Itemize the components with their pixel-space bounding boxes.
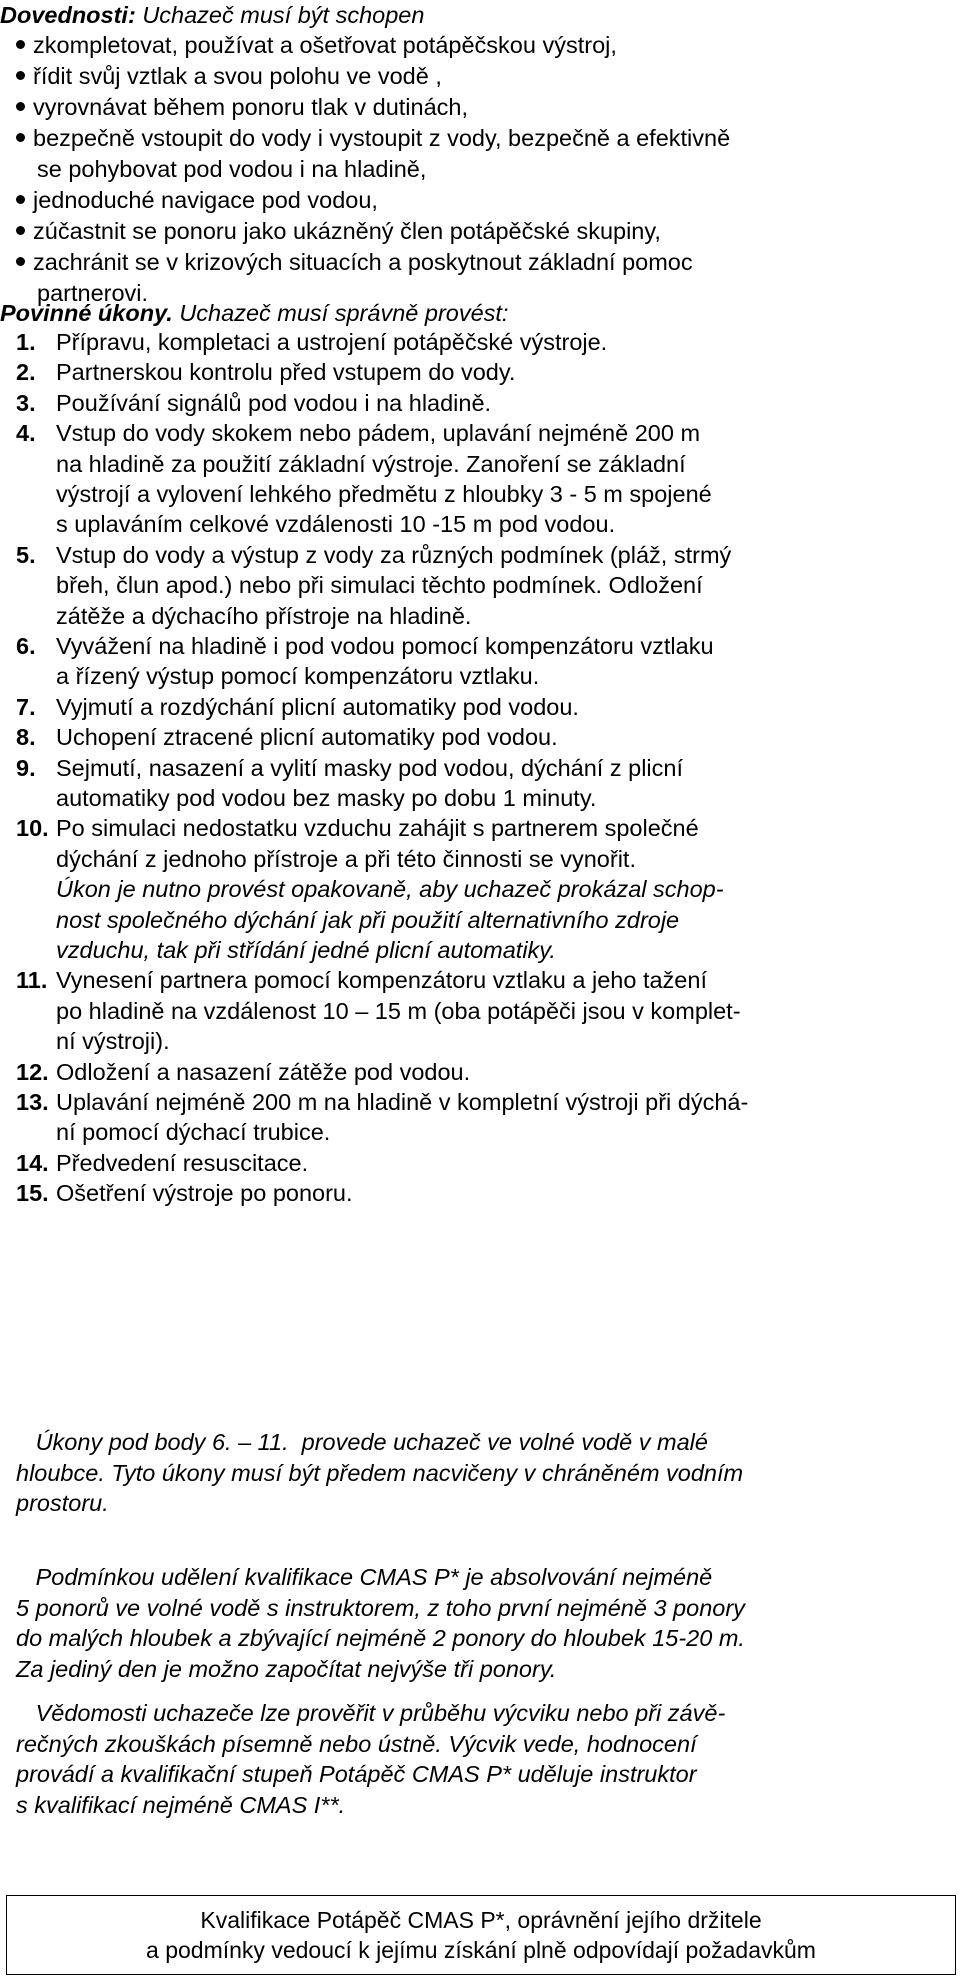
note-line: Úkony pod body 6. – 11. provede uchazeč ve volné vodě v malé — [16, 1429, 708, 1455]
bullet-icon — [16, 257, 25, 266]
note-line: hloubce. Tyto úkony musí být předem nacvičeny v chráněném vodním — [16, 1459, 744, 1486]
task-text: břeh, člun apod.) nebo při simulaci těchto podmínek. Odložení — [56, 572, 703, 599]
task-text: ní výstroji). — [56, 1028, 170, 1055]
task-text: Po simulaci nedostatku vzduchu zahájit s partnerem společné — [56, 815, 699, 842]
task-text: ní pomocí dýchací trubice. — [56, 1119, 331, 1146]
bullet-icon — [16, 71, 25, 80]
task-number: 2. — [16, 359, 36, 386]
task-number: 3. — [16, 389, 36, 416]
note-line: do malých hloubek a zbývající nejméně 2 ponory do hloubek 15-20 m. — [16, 1625, 745, 1651]
task-text: Vstup do vody skokem nebo pádem, uplavání nejméně 200 m — [56, 420, 701, 447]
note-line: Za jediný den je možno započítat nejvýše tři ponory. — [16, 1655, 557, 1682]
bullet-icon — [16, 226, 25, 235]
task-text: výstrojí a vylovení lehkého předmětu z hloubky 3 - 5 m spojené — [56, 481, 712, 507]
bullet-icon — [16, 133, 25, 142]
skill-text: se pohybovat pod vodou i na hladině, — [37, 156, 427, 182]
skill-text: zkompletovat, používat a ošetřovat potápěčskou výstroj, — [33, 32, 617, 58]
skill-text: partnerovi. — [37, 280, 149, 306]
note-line: 5 ponorů ve volné vodě s instruktorem, z toho první nejméně 3 ponory — [16, 1594, 745, 1621]
task-text: Sejmutí, nasazení a vylití masky pod vodou, dýchání z plicní — [56, 754, 683, 781]
skill-item — [16, 61, 442, 91]
skill-text: zúčastnit se ponoru jako ukázněný člen potápěčské skupiny, — [33, 218, 661, 244]
task-text: zátěže a dýchacího přístroje na hladině. — [56, 602, 472, 629]
task-text: Ošetření výstroje po ponoru. — [56, 1180, 353, 1207]
task-text: vzduchu, tak při střídání jedné plicní automatiky. — [56, 937, 556, 963]
task-number: 13. — [16, 1089, 49, 1115]
task-text: po hladině na vzdálenost 10 – 15 m (oba potápěči jsou v komplet- — [56, 997, 741, 1024]
note-line: s kvalifikací nejméně CMAS I**. — [16, 1791, 346, 1818]
skill-text: vyrovnávat během ponoru tlak v dutinách, — [33, 94, 469, 120]
task-number: 10. — [16, 815, 49, 842]
task-text: nost společného dýchání jak při použití alternativního zdroje — [56, 906, 680, 933]
task-text: Odložení a nasazení zátěže pod vodou. — [56, 1058, 471, 1085]
skills-heading: Dovednosti: — [0, 2, 136, 28]
task-text: automatiky pod vodou bez masky po dobu 1 minuty. — [56, 785, 597, 811]
task-number: 14. — [16, 1149, 49, 1176]
task-text: Používání signálů pod vodou i na hladině. — [56, 389, 492, 416]
task-text: a řízený výstup pomocí kompenzátoru vztlaku. — [56, 663, 540, 690]
task-number: 7. — [16, 693, 36, 720]
skills-intro: Uchazeč musí být schopen — [142, 2, 425, 28]
skill-item — [16, 92, 468, 122]
task-number: 1. — [16, 329, 36, 355]
skill-text: zachránit se v krizových situacích a poskytnout základní pomoc — [33, 249, 693, 275]
note-line: prostoru. — [16, 1490, 109, 1516]
task-number: 12. — [16, 1058, 49, 1085]
skill-item — [16, 30, 617, 60]
task-text: Partnerskou kontrolu před vstupem do vody. — [56, 359, 516, 386]
footer-line-2: a podmínky vedoucí k jejímu získání plně odpovídají požadavkům — [146, 1937, 816, 1963]
task-text: Úkon je nutno provést opakovaně, aby uchazeč prokázal schop- — [56, 876, 724, 903]
note-line: Podmínkou udělení kvalifikace CMAS P* je absolvování nejméně — [16, 1564, 713, 1590]
skill-text: bezpečně vstoupit do vody i vystoupit z vody, bezpečně a efektivně — [33, 125, 731, 151]
task-text: Vyjmutí a rozdýchání plicní automatiky pod vodou. — [56, 693, 579, 720]
task-number: 5. — [16, 541, 36, 568]
task-number: 15. — [16, 1180, 49, 1207]
skill-item — [16, 123, 730, 153]
task-text: Předvedení resuscitace. — [56, 1149, 309, 1176]
task-text: Vynesení partnera pomocí kompenzátoru vztlaku a jeho tažení — [56, 967, 707, 994]
note-line: Vědomosti uchazeče lze prověřit v průběhu výcviku nebo při závě- — [16, 1700, 726, 1726]
skill-text: jednoduché navigace pod vodou, — [33, 187, 378, 213]
task-number: 11. — [16, 967, 48, 994]
task-text: na hladině za použití základní výstroje. Zanoření se základní — [56, 450, 686, 477]
skill-item — [37, 154, 426, 184]
tasks-heading-line — [0, 298, 508, 328]
task-text: Přípravu, kompletaci a ustrojení potápěčské výstroje. — [56, 329, 608, 355]
skill-item — [16, 185, 378, 215]
skill-item — [16, 216, 661, 246]
task-text: s uplaváním celkové vzdálenosti 10 -15 m pod vodou. — [56, 511, 616, 538]
footer-line-1: Kvalifikace Potápěč CMAS P*, oprávnění jejího držitele — [200, 1907, 762, 1933]
task-number: 4. — [16, 420, 36, 447]
bullet-icon — [16, 40, 25, 49]
task-number: 9. — [16, 754, 36, 781]
tasks-heading: Povinné úkony. — [0, 300, 173, 326]
task-text: Uchopení ztracené plicní automatiky pod vodou. — [56, 724, 558, 751]
skill-item — [16, 247, 693, 277]
task-text: Uplavání nejméně 200 m na hladině v kompletní výstroji při dýchá- — [56, 1089, 749, 1115]
task-text: Vyvážení na hladině i pod vodou pomocí kompenzátoru vztlaku — [56, 633, 714, 659]
bullet-icon — [16, 102, 25, 111]
tasks-intro: Uchazeč musí správně provést: — [179, 300, 509, 326]
task-text: Vstup do vody a výstup z vody za různých podmínek (pláž, strmý — [56, 541, 732, 568]
note-line: provádí a kvalifikační stupeň Potápěč CMAS P* uděluje instruktor — [16, 1761, 697, 1787]
note-line: rečných zkouškách písemně nebo ústně. Výcvik vede, hodnocení — [16, 1730, 697, 1757]
footer-box — [6, 1895, 956, 1975]
task-number: 6. — [16, 633, 36, 659]
skill-text: řídit svůj vztlak a svou polohu ve vodě , — [33, 63, 442, 89]
task-number: 8. — [16, 724, 36, 751]
task-text: dýchání z jednoho přístroje a při této činnosti se vynořit. — [56, 845, 636, 872]
skills-heading-line — [0, 0, 424, 30]
bullet-icon — [16, 195, 25, 204]
